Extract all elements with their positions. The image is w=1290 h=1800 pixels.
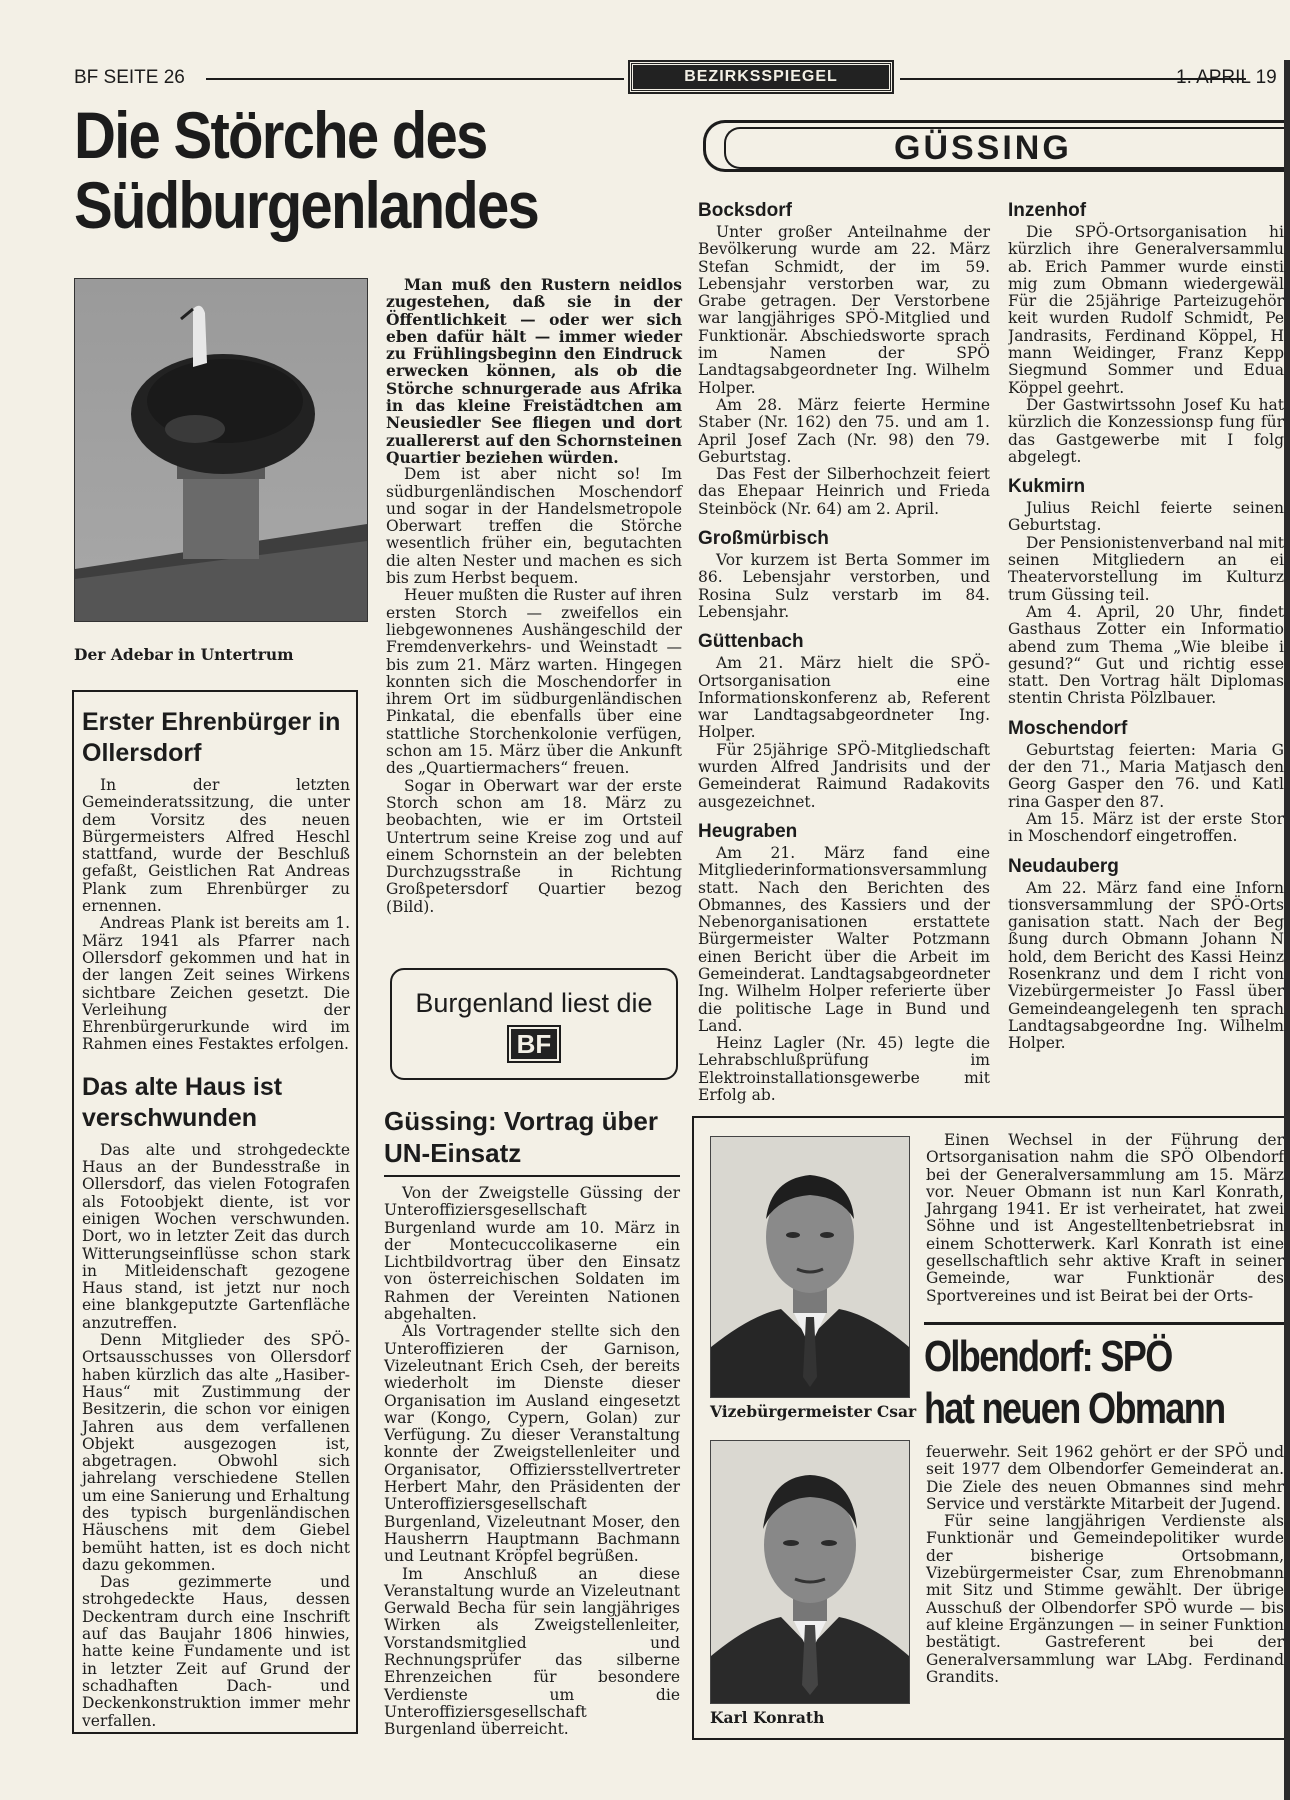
bf-advert — [390, 968, 678, 1080]
note-neudauberg — [1008, 856, 1284, 1053]
issue-date: 1. APRIL 19 — [1176, 67, 1277, 88]
altes-haus-headline: Das alte Haus ist verschwunden — [82, 1072, 283, 1132]
stork-headline: Die Störche des Südburgenlandes — [74, 98, 539, 242]
stork-lead: Man muß den Rustern neidlos zugestehen, daß sie in der Öffentlichkeit — oder wer sich eben dafür hält — immer wieder zu Frühlingsbeginn den Eindruck erwecken können, als ob die Störche schnurgerade aus Afrika in das kleine Freistädtchen am Neusiedler See fliegen und dort zuallererst auf den Schornsteinen Quartier beziehen würden. — [386, 275, 682, 467]
page-edge — [1284, 60, 1290, 1800]
note-place: Großmürbisch — [698, 528, 829, 550]
advert-text: Burgenland liest die — [415, 988, 653, 1018]
note-paragraph: Der Pensionistenverband nal mit seinen Mitgliedern an ei Theatervorstellung im Kulturz trum Güssing teil. — [1008, 533, 1284, 604]
note-place: Güttenbach — [698, 631, 804, 653]
caption-konrath: Karl Konrath — [710, 1708, 825, 1727]
olbendorf-paragraph: Einen Wechsel in der Führung der Ortsorganisation nahm die SPÖ Olbendorf bei der Generalversammlung am 15. März vor. Neuer Obmann ist nun Karl Konrath, Jahrgang 1941. Er ist verheiratet, hat zwei Söhne und ist Angestelltenbetriebsrat in einem Schotterwerk. Karl Konrath ist eine gesellschaftlich sehr aktive Kraft in seiner Gemeinde, war Funktionär des Sportvereines und ist Beirat bei der Orts- — [926, 1131, 1284, 1305]
note-paragraph: Am 4. April, 20 Uhr, findet Gasthaus Zotter ein Informatio abend zum Thema „Wie bleibe i gesund?“ Gut und richtig esse statt. Den Vortrag hält Diplomas stentin Christa Pölzlbauer. — [1008, 602, 1284, 708]
note-paragraph: Heinz Lagler (Nr. 45) legte die Lehrabschlußprüfung im Elektroinstallationsgewerbe mit Erfolg ab. — [698, 1034, 990, 1105]
note-place: Moschendorf — [1008, 717, 1128, 739]
bf-logo: BF — [507, 1025, 562, 1063]
note-paragraph: Julius Reichl feierte seinen Geburtstag. — [1008, 499, 1284, 535]
page-label: BF SEITE 26 — [74, 67, 185, 88]
un-paragraph: Von der Zweigstelle Güssing der Unteroffiziersgesellschaft Burgenland wurde am 10. März in der Montecuccolikaserne ein Lichtbildvortrag über den Einsatz von österreichischen Soldaten im Rahmen der Vereinten Nationen abgehalten. — [384, 1184, 680, 1324]
olbendorf-body — [926, 1444, 1284, 1686]
note-paragraph: Am 21. März hielt die SPÖ-Ortsorganisation eine Informationskonferenz ab, Referent war Landtagsabgeordneter Ing. Holper. — [698, 654, 990, 742]
note-paragraph: Für 25jährige SPÖ-Mitgliedschaft wurden Alfred Jandrisits und der Gemeinderat Raimund Radakovits ausgezeichnet. — [698, 740, 990, 811]
note-place: Inzenhof — [1008, 200, 1087, 221]
ehrenbuerger-headline: Erster Ehrenbürger in Ollersdorf — [82, 708, 341, 767]
olbendorf-headline-line1: Olbendorf: SPÖ — [924, 1332, 1172, 1381]
section-box — [630, 62, 892, 92]
portrait-csar — [710, 1136, 910, 1398]
olbendorf-headline-line2: hat neuen Obmann — [924, 1384, 1225, 1433]
note-bocksdorf — [698, 200, 990, 518]
note-place: Heugraben — [698, 820, 798, 842]
district-title: GÜSSING — [894, 129, 1072, 167]
note-inzenhof — [1008, 200, 1284, 466]
note-paragraph: Am 22. März fand eine Inforn tionsversammlung der SPÖ-Orts ganisation statt. Nach der Beg ßung durch Obmann Johann N hold, dem Bericht des Kassi Heinz Rosenkranz und dem I richt von Vizebürgermeister Jo Fassl über Gemeindeangelegenh ten sprach Landtagsabgeordne Ing. Wilhelm Holper. — [1008, 878, 1284, 1053]
stork-article-body — [386, 276, 682, 916]
ehrenbuerger-article — [82, 707, 350, 1730]
note-paragraph: Das Fest der Silberhochzeit feiert das Ehepaar Heinrich und Frieda Steinböck (Nr. 64) am 2. April. — [698, 465, 990, 518]
olbendorf-paragraph: Für seine langjährigen Verdienste als Funktionär und Gemeindepolitiker wurde der bisherige Ortsobmann, Vizebürgermeister Csar, zum Ehrenobmann mit Sitz und Stimme gewählt. Der übrige Ausschuß der Olbendorfer SPÖ wurde — bis auf kleine Ergänzungen — in seiner Funktion bestätigt. Gastreferent bei der Generalversammlung war LAbg. Ferdinand Grandits. — [926, 1512, 1284, 1686]
un-headline: Güssing: Vortrag über UN-Einsatz — [384, 1106, 658, 1168]
note-paragraph: Unter großer Anteilnahme der Bevölkerung wurde am 22. März Stefan Schmidt, der im 59. Lebensjahr verstorben war, zu Grabe getragen. Der Verstorbene war langjähriges SPÖ-Mitglied und Funktionär. Abschiedsworte sprach im Namen der SPÖ Landtagsabgeordneter Ing. Wilhelm Holper. — [698, 223, 990, 397]
note-paragraph: Am 28. März feierte Hermine Staber (Nr. 162) den 75. und am 1. April Josef Zach (Nr. 98) den 79. Geburtstag. — [698, 395, 990, 466]
note-paragraph: Die SPÖ-Ortsorganisation hi kürzlich ihre Generalversammlu ab. Erich Pammer wurde einsti mig zum Obmann wiedergewäl Für die 25jährige Parteizugehör keit wurden Rudolf Schmidt, Pe Jandrasits, Ferdinand Köppel, H mann Weidinger, Franz Kepp Siegmund Sommer und Edua Köppel geehrt. — [1008, 223, 1284, 397]
stork-paragraph: Heuer mußten die Ruster auf ihren ersten Storch — zweifellos ein liebgewonnenes Aushängeschild der Fremdenverkehrs- und Weinstadt — bis zum 21. März warten. Hingegen konnten sich die Moschendorfer in ihrem Ort im südburgenländischen Pinkatal, die ebenfalls über eine stattliche Storchenkolonie verfügen, schon am 15. März über die Ankunft des „Quartiermachers“ freuen. — [386, 586, 682, 778]
stork-paragraph: Sogar in Oberwart war der erste Storch schon am 18. März zu beobachten, wie er im Ortsteil Untertrum seine Kreise zog und auf einem Schornstein an der belebten Durchzugsstraße in Richtung Großpetersdorf Quartier bezog (Bild). — [386, 776, 682, 916]
note-paragraph: Der Gastwirtssohn Josef Ku hat kürzlich die Konzessionsp fung für das Gastgewerbe mit I folg abgelegt. — [1008, 395, 1284, 466]
olbendorf-paragraph: feuerwehr. Seit 1962 gehört er der SPÖ und seit 1977 dem Olbendorfer Gemeinderat an. Die Ziele des neuen Obmannes sind mehr Service und verstärkte Mitarbeit der Jugend. — [926, 1443, 1284, 1513]
note-heugraben — [698, 821, 990, 1104]
section-title: BEZIRKSSPIEGEL — [684, 68, 838, 85]
un-article — [384, 1105, 680, 1739]
note-place: Neudauberg — [1008, 855, 1119, 877]
altes-haus-paragraph: Denn Mitglieder des SPÖ-Ortsausschusses von Ollersdorf haben kürzlich das alte „Hasiber-Haus“ mit Zustimmung der Besitzerin, die schon vor einigen Jahren aus dem verfallenen Objekt ausgezogen ist, abgetragen. Obwohl sich jahrelang verschiedene Stellen um eine Sanierung und Erhaltung des typisch burgenländischen Häuschens mit dem Giebel bemüht hatten, ist es doch nicht dazu gekommen. — [82, 1331, 350, 1574]
ehrenbuerger-paragraph: In der letzten Gemeinderatssitzung, die unter dem Vorsitz des neuen Bürgermeisters Alfred Heschl stattfand, wurde der Beschluß gefaßt, Geistlichen Rat Andreas Plank zum Ehrenbürger zu ernennen. — [82, 776, 350, 916]
stork-photo — [74, 278, 368, 622]
note-grossmuerbisch — [698, 528, 990, 621]
ehrenbuerger-paragraph: Andreas Plank ist bereits am 1. März 1941 als Pfarrer nach Ollersdorf gekommen und hat in der langen Zeit seines Wirkens sichtbare Zeichen gesetzt. Die Verleihung der Ehrenbürgerurkunde wird im Rahmen eines Festaktes erfolgen. — [82, 914, 350, 1054]
note-moschendorf — [1008, 718, 1284, 846]
note-place: Kukmirn — [1008, 476, 1086, 498]
district-banner — [703, 120, 1290, 172]
altes-haus-paragraph: Das gezimmerte und strohgedeckte Haus, dessen Deckentram durch eine Inschrift auf das Baujahr 1806 hinwies, hatte keine Fundamente und ist in letzter Zeit auf Grund der schadhaften Dach- und Deckenkonstruktion immer mehr verfallen. — [82, 1573, 350, 1730]
olbendorf-intro — [926, 1132, 1284, 1305]
un-paragraph: Im Anschluß an diese Veranstaltung wurde an Vizeleutnant Gerwald Becha für sein langjähriges Wirken als Zweigstellenleiter, Vorstandsmitglied und Rechnungsprüfer das silberne Ehrenzeichen für besondere Verdienste um die Unteroffiziersgesellschaft Burgenland überreicht. — [384, 1564, 680, 1739]
notes-column-1 — [698, 200, 990, 1104]
note-place: Bocksdorf — [698, 200, 792, 221]
note-paragraph: Am 21. März fand eine Mitgliederinformationsversammlung statt. Nach den Berichten des Obmannes, des Kassiers und der Nebenorganisationen erstattete Bürgermeister Walter Potzmann einen Bericht über die Arbeit im Gemeinderat. Landtagsabgeordneter Ing. Wilhelm Holper referierte über die politische Lage in Bund und Land. — [698, 843, 990, 1035]
note-kukmirn — [1008, 476, 1284, 708]
stork-photo-caption: Der Adebar in Untertrum — [74, 645, 294, 664]
note-paragraph: Geburtstag feierten: Maria G der den 71., Maria Matjasch den Georg Gasper den 76. und Katl rina Gasper den 87. — [1008, 740, 1284, 811]
portrait-konrath — [710, 1440, 910, 1704]
notes-column-2 — [1008, 200, 1290, 1052]
olbendorf-headline-block — [924, 1322, 1290, 1435]
note-guettenbach — [698, 631, 990, 811]
note-paragraph: Vor kurzem ist Berta Sommer im 86. Lebensjahr verstorben, und Rosina Sulz verstarb im 84. Lebensjahr. — [698, 551, 990, 621]
altes-haus-paragraph: Das alte und strohgedeckte Haus an der Bundesstraße in Ollersdorf, das vielen Fotografen als Fotoobjekt diente, ist vor einigen Wochen verschwunden. Dort, wo in letzter Zeit das durch Witterungseinflüsse schon stark in Mitleidenschaft gezogene Haus stand, ist jetzt nur noch eine blankgeputzte Gartenfläche anzutreffen. — [82, 1140, 350, 1332]
stork-paragraph: Dem ist aber nicht so! Im südburgenländischen Moschendorf und sogar in der Handelsmetropole Oberwart treffen die Störche wesentlich früher ein, begutachten die alten Nester und machen es sich bis zum Herbst bequem. — [386, 465, 682, 588]
note-paragraph: Am 15. März ist der erste Stor in Moschendorf eingetroffen. — [1008, 809, 1284, 846]
un-paragraph: Als Vortragender stellte sich den Unteroffizieren der Garnison, Vizeleutnant Erich Cseh, der bereits wiederholt im Dienste dieser Organisation im Ausland eingesetzt war (Kongo, Cypern, Golan) zur Verfügung. Zu dieser Veranstaltung konnte der Zweigstellenleiter und Organisator, Offiziersstellvertreter Herbert Mahr, den Präsidenten der Unteroffiziersgesellschaft Burgenland, Vizeleutnant Moser, den Hausherrn Hauptmann Bachmann und Leutnant Kröpfel begrüßen. — [384, 1322, 680, 1566]
caption-csar: Vizebürgermeister Csar — [710, 1402, 917, 1421]
page-header — [74, 62, 1290, 96]
